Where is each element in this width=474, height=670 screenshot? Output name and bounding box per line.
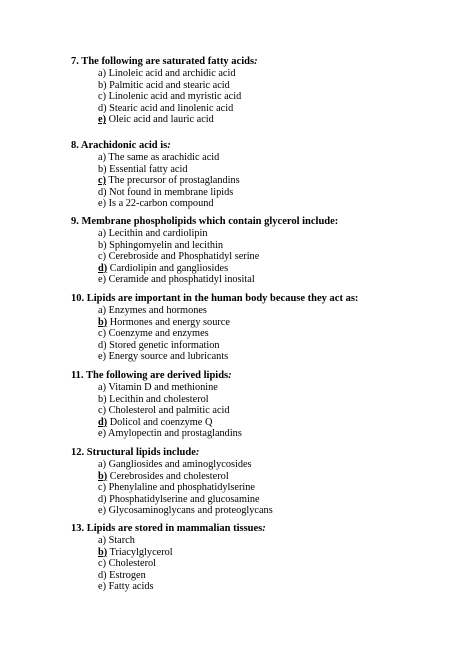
option-letter: e) <box>98 581 106 593</box>
option-letter: a) <box>98 152 106 163</box>
option-text: Starch <box>106 535 135 546</box>
option-text: Cerebrosides and cholesterol <box>107 470 229 482</box>
option-d-answer <box>98 417 242 429</box>
option-letter: b) <box>98 393 107 405</box>
option-c <box>98 405 242 417</box>
option-text: Phosphatidylserine and glucosamine <box>106 493 260 505</box>
option-letter: c) <box>98 175 106 187</box>
question-11 <box>71 370 242 440</box>
option-c <box>98 251 338 263</box>
option-e <box>98 505 273 517</box>
option-c <box>98 91 258 103</box>
option-a <box>98 535 266 547</box>
option-letter: d) <box>98 102 107 114</box>
question-9 <box>71 216 338 286</box>
option-b-answer <box>98 317 358 329</box>
option-d <box>98 570 266 582</box>
option-a <box>98 228 338 240</box>
option-b <box>98 164 240 176</box>
option-a <box>98 382 242 394</box>
option-letter: b) <box>98 546 108 558</box>
question-text: 8. Arachidonic acid is <box>71 140 168 151</box>
option-list <box>71 305 358 363</box>
option-c-answer <box>98 175 240 187</box>
option-text: Lecithin and cholesterol <box>106 393 209 405</box>
option-a <box>98 305 358 317</box>
option-a <box>98 152 240 164</box>
option-e <box>98 428 242 440</box>
option-b <box>98 240 338 252</box>
option-letter: e) <box>98 351 106 363</box>
option-text: Hormones and energy source <box>107 316 230 328</box>
option-letter: a) <box>98 535 106 546</box>
option-text: Sphingomyelin and lecithin <box>106 239 223 251</box>
question-text: 11. The following are derived lipids <box>71 370 229 381</box>
option-text: Linoleic acid and archidic acid <box>106 68 236 79</box>
question-colon: : <box>254 56 258 67</box>
question-8 <box>71 140 240 210</box>
option-text: Ceramide and phosphatidyl inosital <box>106 274 255 286</box>
option-list <box>71 459 273 517</box>
option-text: Glycosaminoglycans and proteoglycans <box>106 505 273 517</box>
question-text: 7. The following are saturated fatty acids <box>71 56 255 67</box>
option-b-answer <box>98 471 273 483</box>
option-letter: d) <box>98 569 107 581</box>
question-title <box>71 216 338 228</box>
option-c <box>98 558 266 570</box>
question-text: 10. Lipids are important in the human body because they act as: <box>71 293 359 304</box>
question-title <box>71 293 358 305</box>
option-letter: d) <box>98 186 107 198</box>
option-letter: e) <box>98 428 106 440</box>
question-text: 9. Membrane phospholipids which contain glycerol include: <box>71 216 339 227</box>
option-letter: e) <box>98 274 106 286</box>
option-text: Stored genetic information <box>106 339 220 351</box>
option-b <box>98 394 242 406</box>
option-text: Dolicol and coenzyme Q <box>107 416 213 428</box>
question-text: 12. Structural lipids include <box>71 447 196 458</box>
option-d <box>98 494 273 506</box>
question-text: 13. Lipids are stored in mammalian tissues <box>71 523 263 534</box>
option-d <box>98 340 358 352</box>
option-letter: e) <box>98 198 106 210</box>
option-letter: b) <box>98 79 107 91</box>
option-letter: b) <box>98 239 107 251</box>
option-e <box>98 581 266 593</box>
option-e <box>98 351 358 363</box>
option-text: Cholesterol <box>106 558 157 570</box>
option-text: Enzymes and hormones <box>106 305 207 316</box>
option-letter: c) <box>98 405 106 417</box>
option-text: Cerebroside and Phosphatidyl serine <box>106 251 260 263</box>
option-text: Is a 22-carbon compound <box>106 198 214 210</box>
option-letter: a) <box>98 228 106 239</box>
option-a <box>98 68 258 80</box>
option-c <box>98 482 273 494</box>
question-colon: : <box>195 447 200 458</box>
question-title <box>71 370 242 382</box>
option-text: Vitamin D and methionine <box>106 382 218 393</box>
option-letter: e) <box>98 114 106 126</box>
option-letter: a) <box>98 68 106 79</box>
option-letter: a) <box>98 459 106 470</box>
option-letter: b) <box>98 470 108 482</box>
question-12 <box>71 447 273 517</box>
option-text: Oleic acid and lauric acid <box>106 114 214 126</box>
option-d <box>98 187 240 199</box>
option-letter: d) <box>98 493 107 505</box>
option-text: Not found in membrane lipids <box>106 186 234 198</box>
option-text: Estrogen <box>106 569 146 581</box>
question-colon: : <box>228 370 232 381</box>
option-text: Fatty acids <box>106 581 154 593</box>
option-text: The precursor of prostaglandins <box>106 175 240 187</box>
option-letter: c) <box>98 558 106 570</box>
question-7 <box>71 56 258 126</box>
question-10 <box>71 293 358 363</box>
option-text: The same as arachidic acid <box>106 152 220 163</box>
question-title <box>71 140 240 152</box>
option-text: Phenylaline and phosphatidylserine <box>106 482 255 494</box>
option-letter: e) <box>98 505 106 517</box>
option-text: Coenzyme and enzymes <box>106 328 209 340</box>
option-text: Lecithin and cardiolipin <box>106 228 208 239</box>
option-text: Cholesterol and palmitic acid <box>106 405 230 417</box>
option-list <box>71 228 338 286</box>
option-d <box>98 103 258 115</box>
question-title <box>71 523 266 535</box>
option-b-answer <box>98 547 266 559</box>
question-title <box>71 447 273 459</box>
option-letter: b) <box>98 163 107 175</box>
option-text: Palmitic acid and stearic acid <box>106 79 230 91</box>
option-letter: b) <box>98 316 108 328</box>
option-text: Energy source and lubricants <box>106 351 229 363</box>
option-letter: d) <box>98 339 107 351</box>
option-text: Triacylglycerol <box>107 546 173 558</box>
option-text: Essential fatty acid <box>106 163 188 175</box>
option-list <box>71 152 240 210</box>
option-text: Cardiolipin and gangliosides <box>107 262 229 274</box>
option-letter: d) <box>98 262 108 274</box>
option-e <box>98 198 240 210</box>
option-letter: d) <box>98 416 108 428</box>
option-c <box>98 328 358 340</box>
question-colon: : <box>167 140 171 151</box>
option-letter: a) <box>98 305 106 316</box>
option-letter: a) <box>98 382 106 393</box>
option-e-answer <box>98 114 258 126</box>
option-letter: c) <box>98 91 106 103</box>
option-list <box>71 382 242 440</box>
option-letter: c) <box>98 251 106 263</box>
option-letter: c) <box>98 482 106 494</box>
option-list <box>71 68 258 126</box>
option-d-answer <box>98 263 338 275</box>
option-letter: c) <box>98 328 106 340</box>
question-13 <box>71 523 266 593</box>
option-b <box>98 80 258 92</box>
option-text: Stearic acid and linolenic acid <box>106 102 234 114</box>
option-text: Gangliosides and aminoglycosides <box>106 459 252 470</box>
option-e <box>98 274 338 286</box>
question-title <box>71 56 258 68</box>
option-a <box>98 459 273 471</box>
option-text: Amylopectin and prostaglandins <box>106 428 242 440</box>
option-list <box>71 535 266 593</box>
question-colon: : <box>262 523 266 534</box>
option-text: Linolenic acid and myristic acid <box>106 91 242 103</box>
